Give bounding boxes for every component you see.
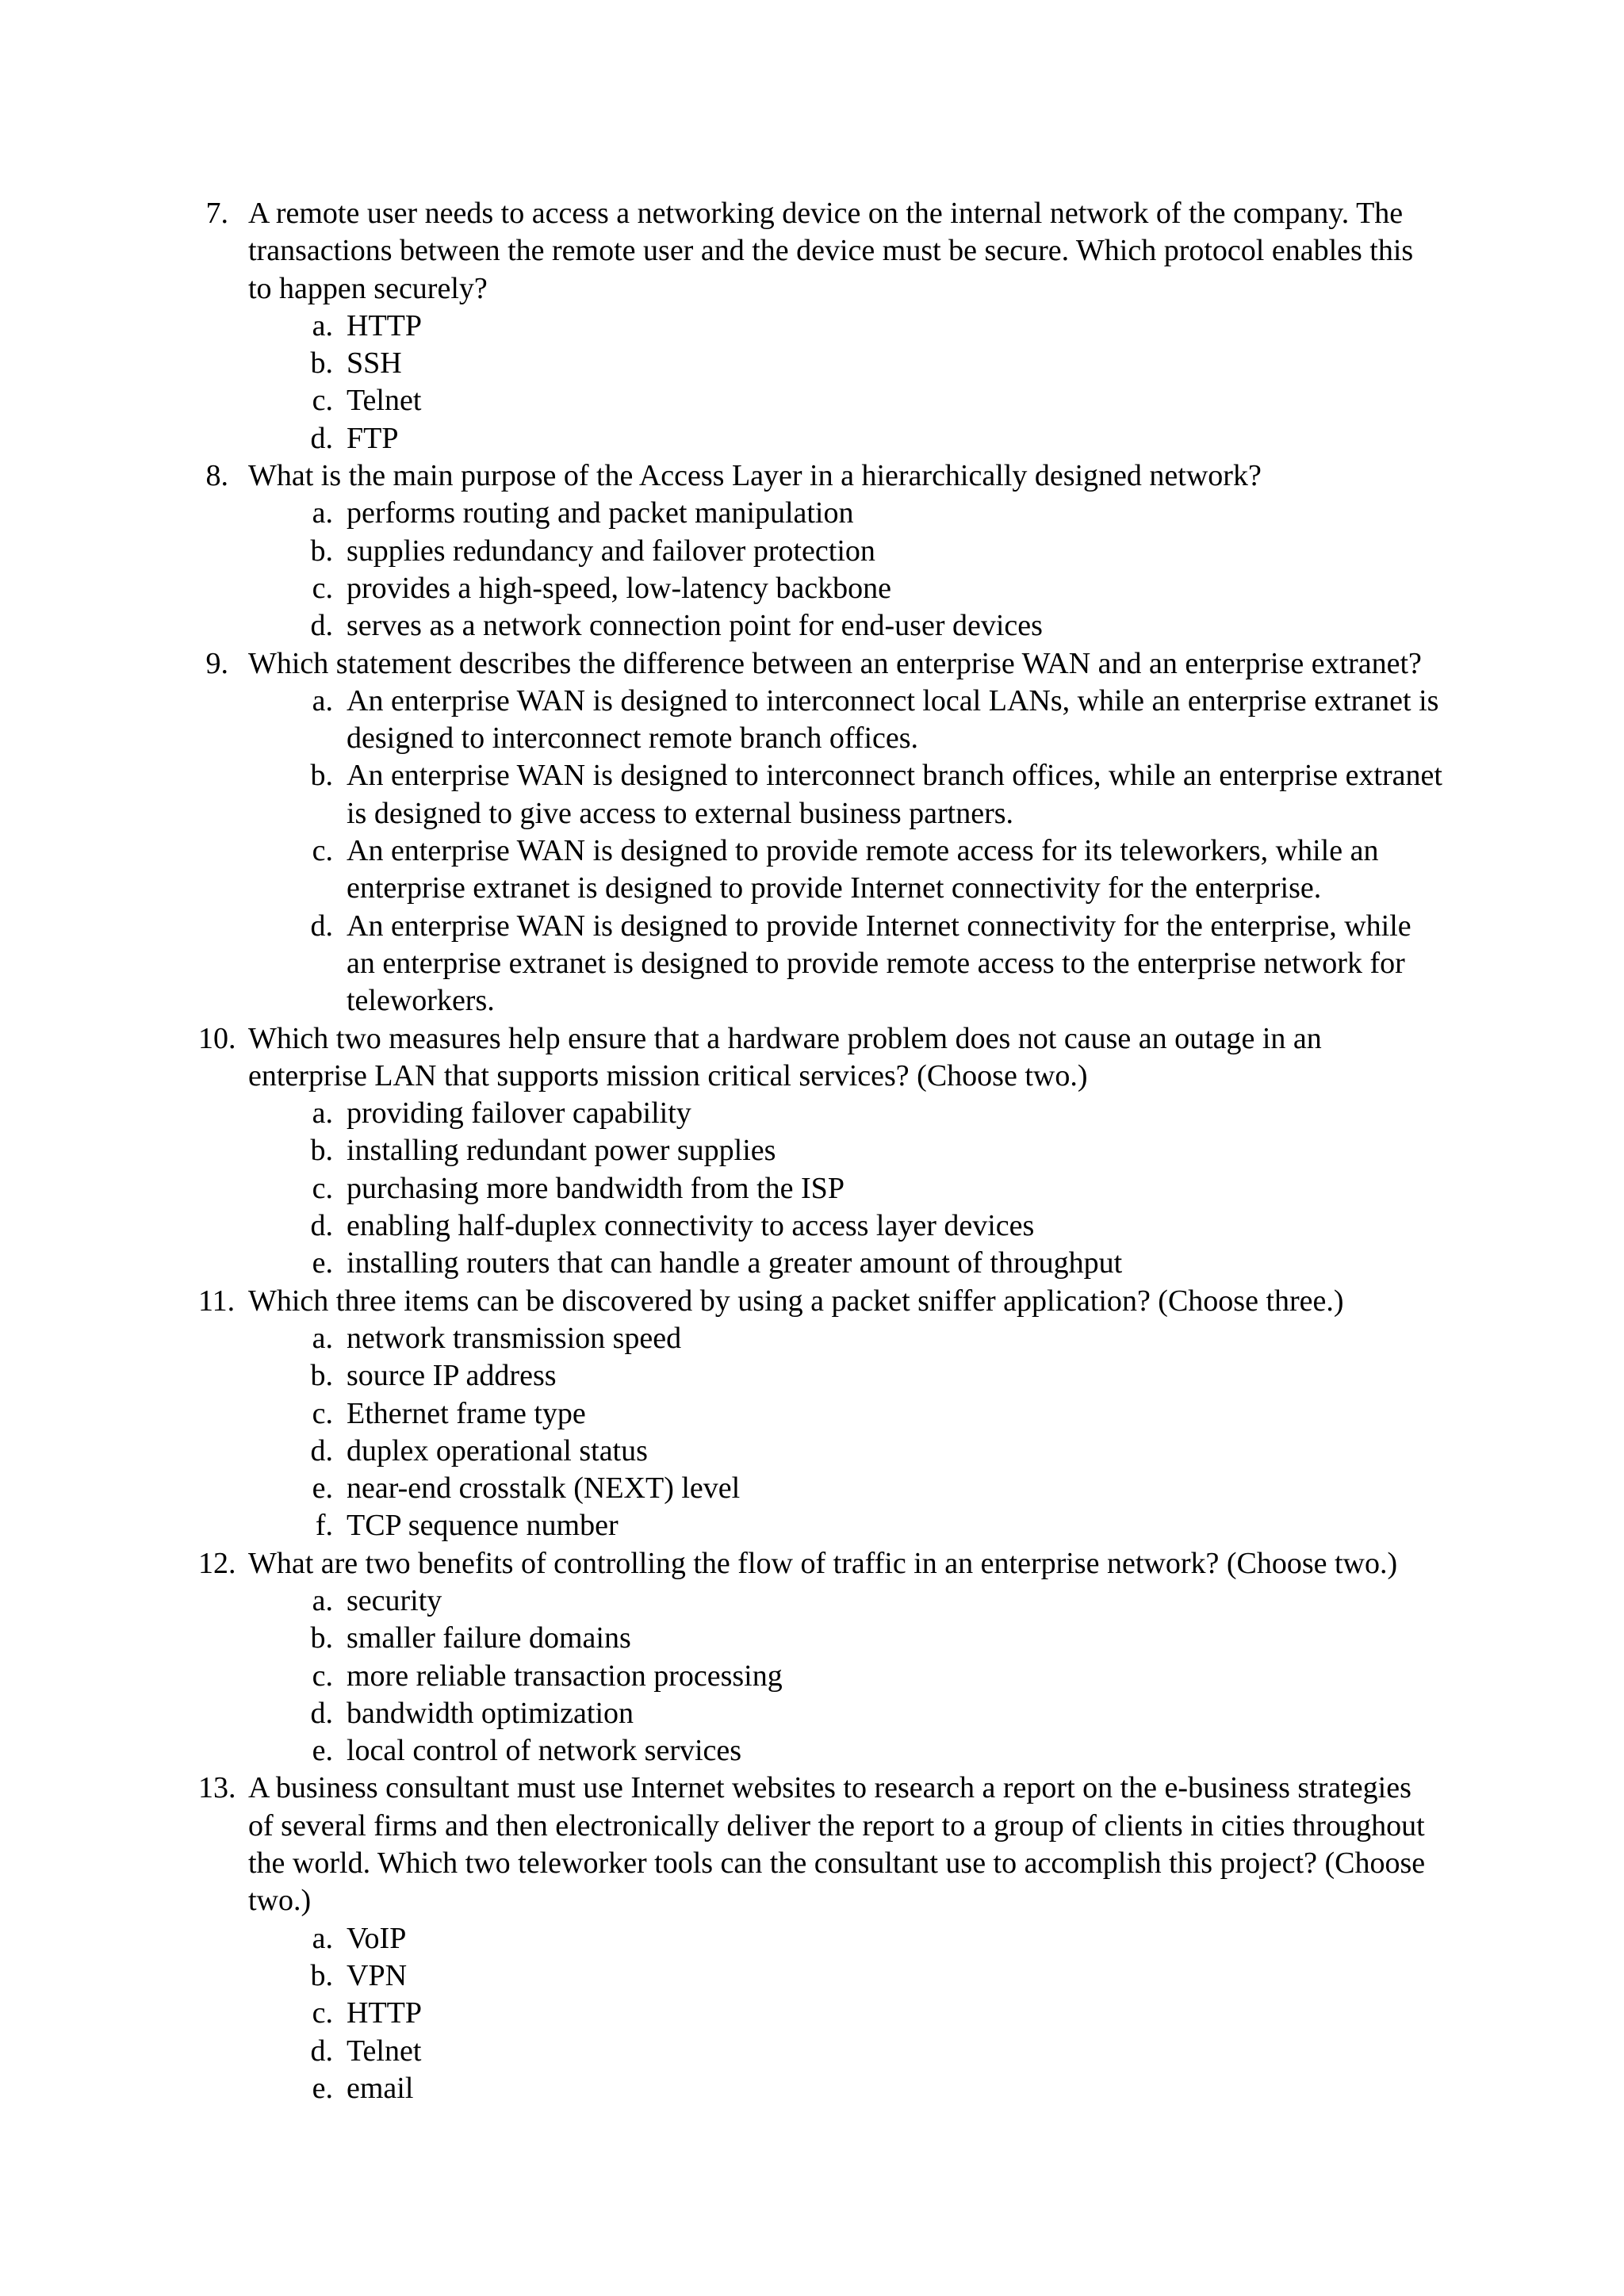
answer-option <box>248 420 1443 457</box>
option-text: source IP address <box>347 1359 557 1393</box>
answer-option <box>248 757 1443 832</box>
answer-option <box>248 495 1443 532</box>
option-text: performs routing and packet manipulation <box>347 496 854 530</box>
question-item <box>198 195 1443 457</box>
option-letter: b. <box>310 1359 333 1393</box>
answer-option-list <box>248 683 1443 1020</box>
option-text: HTTP <box>347 1996 422 2030</box>
question-text: A business consultant must use Internet websites to research a report on the e-business strategies of several firms and then electronically deliver the report to a group of clients in cities throughout the world. Which two teleworker tools can the consultant use to accomplish this project? (Choose two.) <box>248 1771 1426 1918</box>
option-text: An enterprise WAN is designed to interconnect branch offices, while an enterprise extranet is designed to give access to external business partners. <box>347 759 1442 830</box>
option-text: supplies redundancy and failover protection <box>347 534 875 568</box>
answer-option <box>248 1732 1443 1770</box>
option-letter: a. <box>312 496 333 530</box>
answer-option <box>248 1658 1443 1695</box>
option-letter: a. <box>312 683 333 718</box>
option-text: VoIP <box>347 1921 407 1955</box>
option-letter: c. <box>312 834 333 868</box>
answer-option <box>248 2070 1443 2107</box>
answer-option <box>248 1245 1443 1282</box>
answer-option-list <box>248 1095 1443 1282</box>
answer-option <box>248 1170 1443 1207</box>
option-letter: d. <box>310 1433 333 1468</box>
option-text: provides a high-speed, low-latency backbone <box>347 571 891 605</box>
question-text: Which statement describes the difference between an enterprise WAN and an enterprise extranet? <box>248 646 1422 680</box>
option-text: smaller failure domains <box>347 1621 631 1655</box>
option-text: local control of network services <box>347 1734 742 1768</box>
answer-option <box>248 1207 1443 1245</box>
option-letter: f. <box>315 1509 333 1543</box>
option-letter: e. <box>312 1734 333 1768</box>
answer-option <box>248 1095 1443 1132</box>
question-item <box>198 1283 1443 1545</box>
answer-option <box>248 1620 1443 1657</box>
answer-option <box>248 1995 1443 2032</box>
answer-option-list <box>248 1320 1443 1545</box>
answer-option <box>248 1470 1443 1507</box>
answer-option <box>248 1695 1443 1732</box>
option-text: An enterprise WAN is designed to interconnect local LANs, while an enterprise extranet is designed to interconnect remote branch offices. <box>347 683 1439 756</box>
question-text: Which two measures help ensure that a hardware problem does not cause an outage in an enterprise LAN that supports mission critical services? (Choose two.) <box>248 1021 1322 1093</box>
answer-option <box>248 908 1443 1020</box>
option-letter: c. <box>312 384 333 418</box>
option-letter: d. <box>310 421 333 455</box>
question-number: 8. <box>205 459 228 493</box>
answer-option <box>248 1957 1443 1995</box>
option-text: An enterprise WAN is designed to provide Internet connectivity for the enterprise, while an enterprise extranet is designed to provide remote access to the enterprise network for teleworkers. <box>347 909 1411 1018</box>
question-number: 10. <box>198 1021 236 1055</box>
question-item <box>198 1020 1443 1283</box>
option-letter: a. <box>312 1321 333 1355</box>
option-text: bandwidth optimization <box>347 1696 634 1730</box>
option-text: network transmission speed <box>347 1321 682 1355</box>
option-text: security <box>347 1583 442 1617</box>
option-text: duplex operational status <box>347 1433 648 1468</box>
answer-option <box>248 533 1443 570</box>
option-text: enabling half-duplex connectivity to access layer devices <box>347 1209 1035 1243</box>
option-letter: b. <box>310 346 333 381</box>
option-letter: a. <box>312 1096 333 1131</box>
option-letter: c. <box>312 571 333 605</box>
question-text: Which three items can be discovered by using a packet sniffer application? (Choose three.) <box>248 1284 1344 1318</box>
answer-option <box>248 1395 1443 1433</box>
answer-option <box>248 570 1443 607</box>
option-letter: d. <box>310 1696 333 1730</box>
option-letter: a. <box>312 308 333 342</box>
option-text: An enterprise WAN is designed to provide remote access for its teleworkers, while an enterprise extranet is designed to provide Internet connectivity for the enterprise. <box>347 834 1379 905</box>
option-letter: c. <box>312 1171 333 1205</box>
question-number: 13. <box>198 1771 236 1805</box>
option-letter: a. <box>312 1921 333 1955</box>
option-text: FTP <box>347 421 399 455</box>
option-letter: e. <box>312 1471 333 1506</box>
answer-option <box>248 1507 1443 1544</box>
option-letter: e. <box>312 2071 333 2105</box>
option-letter: b. <box>310 1621 333 1655</box>
option-text: installing routers that can handle a greater amount of throughput <box>347 1246 1123 1280</box>
option-text: email <box>347 2071 414 2105</box>
question-text: A remote user needs to access a networking device on the internal network of the company. The transactions between the remote user and the device must be secure. Which protocol enables this to happen securely? <box>248 197 1414 305</box>
answer-option <box>248 382 1443 419</box>
option-text: SSH <box>347 346 402 381</box>
answer-option <box>248 1320 1443 1357</box>
question-item <box>198 1545 1443 1770</box>
answer-option-list <box>248 1920 1443 2107</box>
option-text: Ethernet frame type <box>347 1396 586 1430</box>
option-text: TCP sequence number <box>347 1509 619 1543</box>
question-text: What is the main purpose of the Access Layer in a hierarchically designed network? <box>248 459 1262 493</box>
question-item <box>198 645 1443 1020</box>
option-text: Telnet <box>347 2034 422 2068</box>
option-letter: b. <box>310 759 333 793</box>
answer-option <box>248 683 1443 758</box>
option-letter: d. <box>310 909 333 943</box>
option-text: purchasing more bandwidth from the ISP <box>347 1171 845 1205</box>
question-list <box>198 195 1443 2107</box>
option-letter: b. <box>310 534 333 568</box>
option-letter: c. <box>312 1396 333 1430</box>
answer-option-list <box>248 308 1443 457</box>
option-text: near-end crosstalk (NEXT) level <box>347 1471 741 1506</box>
option-text: serves as a network connection point for end-user devices <box>347 609 1043 643</box>
answer-option <box>248 832 1443 908</box>
answer-option <box>248 1433 1443 1470</box>
question-number: 11. <box>198 1284 236 1318</box>
question-item <box>198 1770 1443 2107</box>
question-text: What are two benefits of controlling the flow of traffic in an enterprise network? (Choose two.) <box>248 1546 1398 1580</box>
option-letter: e. <box>312 1246 333 1280</box>
answer-option <box>248 607 1443 645</box>
option-letter: b. <box>310 1134 333 1168</box>
option-text: HTTP <box>347 308 422 342</box>
option-letter: d. <box>310 1209 333 1243</box>
option-letter: d. <box>310 2034 333 2068</box>
answer-option <box>248 1357 1443 1395</box>
answer-option <box>248 2033 1443 2070</box>
answer-option <box>248 345 1443 382</box>
option-text: VPN <box>347 1958 408 1992</box>
question-number: 9. <box>205 646 228 680</box>
answer-option-list <box>248 1582 1443 1770</box>
option-letter: d. <box>310 609 333 643</box>
option-letter: c. <box>312 1659 333 1693</box>
option-letter: a. <box>312 1583 333 1617</box>
option-text: installing redundant power supplies <box>347 1134 776 1168</box>
option-text: more reliable transaction processing <box>347 1659 783 1693</box>
answer-option <box>248 1920 1443 1957</box>
question-item <box>198 457 1443 645</box>
question-number: 12. <box>198 1546 236 1580</box>
option-text: providing failover capability <box>347 1096 691 1131</box>
option-text: Telnet <box>347 384 422 418</box>
answer-option-list <box>248 495 1443 645</box>
option-letter: c. <box>312 1996 333 2030</box>
answer-option <box>248 1132 1443 1169</box>
question-number: 7. <box>205 197 228 230</box>
answer-option <box>248 308 1443 345</box>
option-letter: b. <box>310 1958 333 1992</box>
answer-option <box>248 1582 1443 1620</box>
